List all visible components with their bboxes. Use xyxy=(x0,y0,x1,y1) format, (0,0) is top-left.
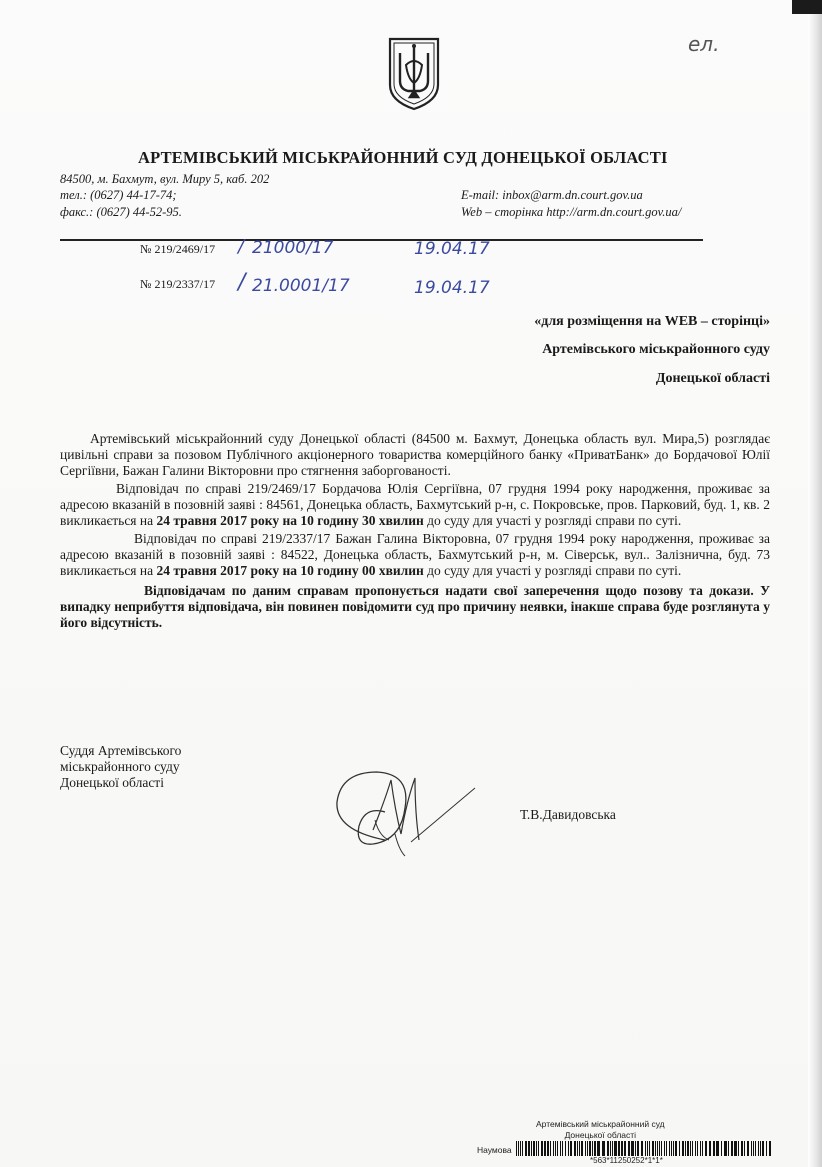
barcode-bar xyxy=(560,1141,561,1156)
barcode-bar xyxy=(690,1141,691,1156)
court-phone: тел.: (0627) 44-17-74; xyxy=(60,188,177,202)
stamp-region: Донецької області xyxy=(564,1130,637,1140)
barcode-bar xyxy=(769,1141,771,1156)
judge-title-line-2: міськрайонного суду xyxy=(60,759,180,774)
barcode-bar xyxy=(753,1141,754,1156)
barcode-bar xyxy=(577,1141,578,1156)
barcode-bar xyxy=(734,1141,737,1156)
barcode-bar xyxy=(581,1141,583,1156)
defendant-2-hearing-date: 24 травня 2017 року на 10 годину 00 хвилин xyxy=(156,563,424,578)
document-body xyxy=(60,431,770,631)
barcode-bar xyxy=(744,1141,745,1156)
barcode-bar xyxy=(685,1141,686,1156)
barcode-bar xyxy=(655,1141,656,1156)
barcode-bar xyxy=(673,1141,674,1156)
barcode-bar xyxy=(618,1141,620,1156)
barcode-bar xyxy=(762,1141,764,1156)
web-placement-court: Артемівського міськрайонного суду xyxy=(542,342,770,357)
barcode-bar xyxy=(760,1141,761,1156)
defendant-2-text-end: до суду для участі у розгляді справи по суті. xyxy=(423,563,682,578)
barcode-bar xyxy=(607,1141,609,1156)
defendant-2-text: Відповідач по справі 219/2337/17 Бажан Галина Вікторовна, 07 грудня 1994 року народження, проживає за адресою вказаній в позовній заяві : 84522, Донецька область, Бахмутський р-н, м. Сіверськ, вул.. Залізнична, буд. 73 викликається на xyxy=(60,531,770,578)
barcode-bar xyxy=(550,1141,551,1156)
coat-of-arms-icon xyxy=(386,35,442,111)
handwritten-reg-number-1: 21000/17 xyxy=(252,238,334,258)
barcode-bar xyxy=(525,1141,527,1156)
barcode-bar xyxy=(628,1141,630,1156)
barcode-bar xyxy=(652,1141,654,1156)
paragraph-warning: Відповідачам по даним справам пропонується надати свої заперечення щодо позову та докази. У випадку неприбуття відповідача, він повинен повідомити суд про причину неявки, інакше справа буде розглянута у його відсутність. xyxy=(60,583,770,630)
judge-title-line-3: Донецької області xyxy=(60,775,164,790)
corner-handwritten-note: ел. xyxy=(688,32,720,56)
barcode-bar xyxy=(597,1141,600,1156)
paragraph-defendant-2 xyxy=(60,531,770,579)
barcode-bar xyxy=(574,1141,576,1156)
web-placement-note: «для розміщення на WEB – сторінці» xyxy=(534,314,770,329)
barcode-bar xyxy=(657,1141,658,1156)
barcode-bar xyxy=(533,1141,535,1156)
barcode-bar xyxy=(621,1141,623,1156)
barcode-bar xyxy=(592,1141,593,1156)
barcode-bar xyxy=(687,1141,689,1156)
judge-title-block xyxy=(60,743,181,791)
barcode-bar xyxy=(649,1141,650,1156)
barcode-bar xyxy=(713,1141,715,1156)
handwritten-reg-number-2: 21.0001/17 xyxy=(252,276,350,296)
barcode-bar xyxy=(728,1141,729,1156)
barcode-bar xyxy=(682,1141,684,1156)
handwritten-slash-2: / xyxy=(238,270,246,295)
handwritten-date-1: 19.04.17 xyxy=(414,239,490,259)
barcode-bar xyxy=(516,1141,517,1156)
barcode-bar xyxy=(671,1141,672,1156)
barcode-bar xyxy=(538,1141,539,1156)
handwritten-date-2: 19.04.17 xyxy=(414,278,490,298)
barcode-bar xyxy=(637,1141,639,1156)
barcode-bar xyxy=(614,1141,617,1156)
judge-name: Т.В.Давидовська xyxy=(520,807,616,822)
defendant-1-hearing-date: 24 травня 2017 року на 10 годину 30 хвилин xyxy=(156,513,424,528)
barcode-bar xyxy=(520,1141,521,1156)
barcode-bar xyxy=(568,1141,569,1156)
barcode-bar xyxy=(731,1141,733,1156)
barcode-bar xyxy=(664,1141,665,1156)
barcode-bar xyxy=(570,1141,572,1156)
barcode-bar xyxy=(587,1141,588,1156)
barcode-bar xyxy=(747,1141,749,1156)
barcode-bar xyxy=(741,1141,743,1156)
handwritten-signature xyxy=(315,760,485,870)
barcode-bar xyxy=(700,1141,701,1156)
barcode-bar xyxy=(631,1141,634,1156)
barcode-bar xyxy=(675,1141,677,1156)
document-barcode xyxy=(516,1141,774,1156)
barcode-bar xyxy=(641,1141,643,1156)
barcode-bar xyxy=(697,1141,698,1156)
barcode-bar xyxy=(724,1141,727,1156)
barcode-bar xyxy=(624,1141,626,1156)
barcode-bar xyxy=(602,1141,605,1156)
web-placement-region: Донецької області xyxy=(655,371,770,386)
barcode-bar xyxy=(522,1141,523,1156)
barcode-bar xyxy=(647,1141,648,1156)
paragraph-intro: Артемівський міськрайонний суду Донецької області (84500 м. Бахмут, Донецька область вул. Мира,5) розглядає цивільні справи за позовом Публічного акціонерного товариства комерційного банку «ПриватБанк» до Бордачової Юлії Сергіївни, Бажан Галини Вікторовни про стягнення заборгованості. xyxy=(60,431,770,478)
barcode-bar xyxy=(585,1141,586,1156)
barcode-bar xyxy=(531,1141,532,1156)
barcode-bar xyxy=(679,1141,680,1156)
defendant-1-text-end: до суду для участі у розгляді справи по суті. xyxy=(423,513,682,528)
barcode-bar xyxy=(705,1141,707,1156)
clerk-name: Наумова xyxy=(477,1145,512,1155)
barcode-bar xyxy=(594,1141,596,1156)
defendant-1-text: Відповідач по справі 219/2469/17 Бордачова Юлія Сергіївна, 07 грудня 1994 року народження, проживає за адресою вказаній в позовній заяві : 84561, Донецька область, Бахмутський р-н, с. Покровське, пров. Парковий, буд. 1, кв. 2 викликається на xyxy=(60,481,770,528)
barcode-bar xyxy=(565,1141,566,1156)
stamp-court-name: Артемівський міськрайонний суд xyxy=(536,1119,665,1129)
barcode-bar xyxy=(702,1141,703,1156)
barcode-bar xyxy=(645,1141,646,1156)
barcode-bar xyxy=(557,1141,558,1156)
barcode-bar xyxy=(562,1141,563,1156)
barcode-bar xyxy=(766,1141,767,1156)
barcode-bar xyxy=(659,1141,660,1156)
scan-edge-shadow xyxy=(808,0,822,1167)
case-number-2: № 219/2337/17 xyxy=(140,277,216,291)
barcode-bar xyxy=(612,1141,613,1156)
barcode-bar xyxy=(758,1141,759,1156)
registry-stamp xyxy=(536,1119,665,1141)
barcode-number: *563*11250252*1*1* xyxy=(590,1156,663,1165)
barcode-bar xyxy=(666,1141,667,1156)
barcode-bar xyxy=(755,1141,756,1156)
barcode-bar xyxy=(692,1141,693,1156)
scan-corner-mark xyxy=(792,0,822,14)
barcode-bar xyxy=(635,1141,636,1156)
judge-title-line-1: Суддя Артемівського xyxy=(60,743,182,758)
court-fax: факс.: (0627) 44-52-95. xyxy=(60,205,182,219)
barcode-bar xyxy=(544,1141,546,1156)
barcode-bar xyxy=(536,1141,537,1156)
barcode-bar xyxy=(553,1141,554,1156)
barcode-bar xyxy=(738,1141,739,1156)
barcode-bar xyxy=(661,1141,662,1156)
barcode-bar xyxy=(528,1141,530,1156)
barcode-bar xyxy=(589,1141,591,1156)
case-number-1: № 219/2469/17 xyxy=(140,242,216,256)
barcode-bar xyxy=(669,1141,670,1156)
barcode-bar xyxy=(541,1141,543,1156)
barcode-bar xyxy=(721,1141,722,1156)
barcode-bar xyxy=(610,1141,611,1156)
barcode-bar xyxy=(716,1141,719,1156)
court-title: АРТЕМІВСЬКИЙ МІСЬКРАЙОННИЙ СУД ДОНЕЦЬКОЇ ОБЛАСТІ xyxy=(138,148,668,167)
handwritten-slash-1: / xyxy=(238,236,245,257)
court-website: Web – сторінка http://arm.dn.court.gov.ua/ xyxy=(461,205,682,219)
barcode-bar xyxy=(579,1141,580,1156)
barcode-bar xyxy=(695,1141,696,1156)
barcode-bar xyxy=(709,1141,711,1156)
barcode-bar xyxy=(555,1141,556,1156)
court-address: 84500, м. Бахмут, вул. Миру 5, каб. 202 xyxy=(60,172,270,186)
paragraph-defendant-1 xyxy=(60,481,770,529)
header-divider xyxy=(60,239,703,241)
barcode-bar xyxy=(751,1141,752,1156)
barcode-bar xyxy=(547,1141,549,1156)
court-email: E-mail: inbox@arm.dn.court.gov.ua xyxy=(461,188,643,202)
barcode-bar xyxy=(518,1141,519,1156)
